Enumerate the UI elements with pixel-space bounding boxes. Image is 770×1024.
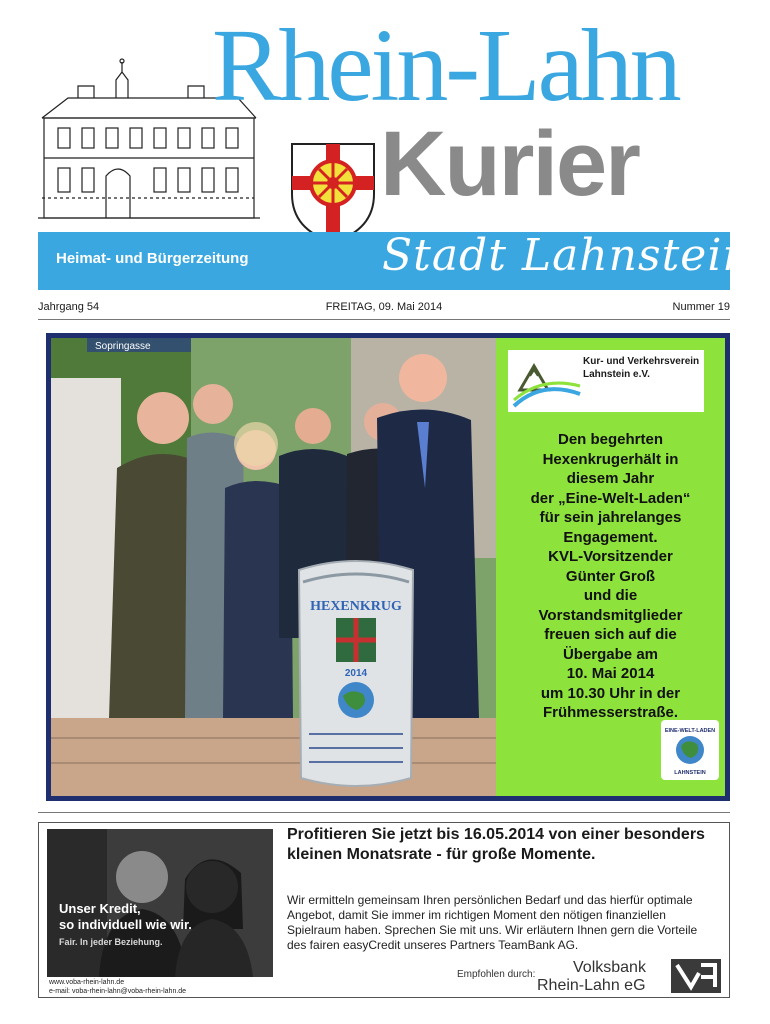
subtitle-band (38, 230, 752, 290)
announcement-line: Engagement. (563, 528, 658, 546)
announcement-text (502, 430, 719, 723)
edition-name: Stadt Lahnstein (382, 230, 752, 281)
masthead (0, 0, 770, 295)
announcement-line: Hexenkrugerhält in (542, 450, 679, 468)
issue-number: Nummer 19 (672, 301, 730, 313)
kvl-name: Kur- und Verkehrsverein Lahnstein e.V. (583, 356, 700, 380)
ad-headline: Profitieren Sie jetzt bis 16.05.2014 von einer besonders kleinen Monatsrate - für große Momente. (287, 826, 705, 863)
ad-slogan-line-2: so individuell wie wir. (59, 917, 192, 932)
announcement-line: Frühmesserstraße. (542, 704, 679, 721)
ad-website-link[interactable]: www.voba-rhein-lahn.de (49, 979, 125, 986)
announcement-line: Günter Groß (565, 567, 656, 585)
volksbank-logo-icon (671, 959, 721, 993)
announcement-line: um 10.30 Uhr in der (540, 684, 681, 702)
ad-body: Wir ermitteln gemeinsam Ihren persönlichen Bedarf und das hierfür optimale Angebot, damit Sie immer im richtigen Moment den nötigen finanziellen Spielraum haben. Sprechen Sie mit uns. Wir erläutern Ihnen gern die Vorteile des fairen easyCredit unseres Partners TeamBank AG. (287, 893, 698, 952)
kvl-logo-icon (512, 350, 582, 412)
section-divider (38, 812, 730, 813)
hexenkrug-mug (299, 561, 413, 786)
title-rhein-lahn: Rhein-Lahn (212, 8, 679, 123)
ewl-logo-bottom: LAHNSTEIN (674, 770, 706, 776)
ad-recommended-label: Empfohlen durch: (457, 969, 536, 980)
announcement-line: diesem Jahr (566, 470, 655, 487)
announcement-line: und die (583, 587, 638, 604)
ad-email-link[interactable]: e-mail: voba-rhein-lahn@voba-rhein-lahn.de (49, 988, 187, 995)
announcement-line: freuen sich auf die (544, 626, 677, 643)
ad-slogan-line-1: Unser Kredit, (59, 901, 141, 916)
street-sign: Sopringasse (95, 341, 151, 352)
announcement-line: der „Eine-Welt-Laden“ (530, 489, 691, 507)
announcement-line: Den begehrten (557, 431, 663, 448)
ad-contact (49, 978, 186, 996)
ad-photo (47, 829, 273, 977)
announcement-line: 10. Mai 2014 (566, 665, 655, 682)
subtitle: Heimat- und Bürgerzeitung (56, 250, 249, 267)
dateline (38, 298, 730, 320)
issue-date: FREITAG, 09. Mai 2014 (325, 301, 443, 313)
cover-photo (51, 338, 496, 796)
ad-tagline: Fair. In jeder Beziehung. (59, 937, 163, 947)
announcement-line: Übergabe am (562, 645, 659, 663)
mug-year: 2014 (344, 668, 368, 679)
ewl-logo-top: EINE-WELT-LADEN (664, 728, 716, 734)
lahnstein-coat-of-arms-icon (286, 138, 380, 246)
title-kurier: Kurier (380, 113, 639, 215)
mug-title: HEXENKRUG (310, 599, 402, 614)
announcement-line: KVL-Vorsitzender (548, 548, 673, 565)
announcement-panel (496, 338, 725, 796)
announcement-line: für sein jahrelanges (539, 509, 682, 526)
bank-name-line-1: Volksbank (573, 959, 646, 976)
bank-name-line-2: Rhein-Lahn eG (537, 977, 646, 994)
volume-label: Jahrgang 54 (38, 301, 100, 313)
announcement-line: Vorstandsmitglieder (538, 606, 683, 624)
eine-welt-laden-logo-icon (661, 720, 719, 780)
kvl-logo-box (508, 350, 704, 412)
volksbank-advertisement (38, 822, 730, 998)
cover-story (46, 333, 730, 801)
